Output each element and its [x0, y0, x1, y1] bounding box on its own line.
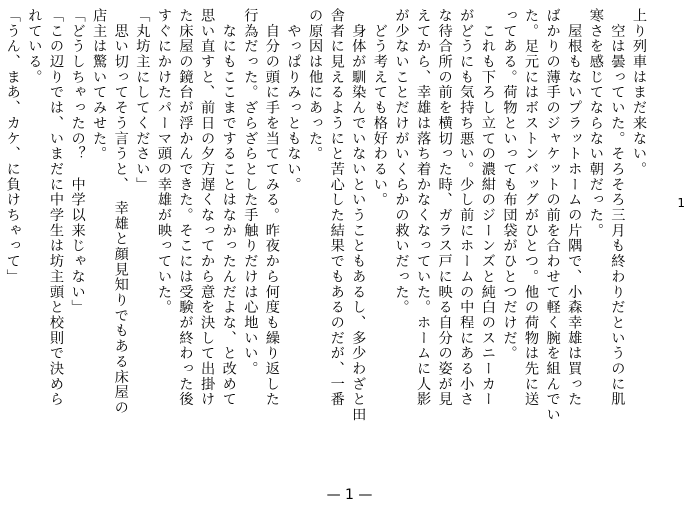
text-line: 思い切ってそう言うと、 幸雄と顔見知りでもある床屋の: [112, 8, 129, 416]
text-line: の原因は他にあった。: [307, 8, 324, 162]
text-line: やっぱりみっともない。: [285, 8, 302, 193]
text-line: えてから、幸雄は落ち着かなくなっていた。ホームに人影: [415, 8, 432, 408]
text-line: すぐにかけたパーマ頭の幸雄が映っていた。: [155, 8, 172, 315]
text-line: これも下ろし立ての濃紺のジーンズと純白のスニーカー: [479, 8, 496, 408]
text-line: 「この辺りでは、いまだに中学生は坊主頭と校則で決めら: [47, 8, 64, 408]
text-line: た。足元にはボストンバッグがひとつ。他の荷物は先に送: [523, 8, 540, 408]
text-line: た床屋の鏡台が浮かんできた。そこには受験が終わった後: [177, 8, 194, 408]
text-line: 思い直すと、前日の夕方遅くなってから意を決して出掛け: [199, 8, 216, 408]
text-line: 「うん、まあ、カケ、に負けちゃって」: [4, 8, 21, 285]
text-line: 店主は驚いてみせた。: [91, 8, 108, 162]
margin-page-marker: 1: [677, 196, 685, 210]
text-line: 「どうしちゃったの？ 中学以来じゃない」: [69, 8, 86, 315]
text-line: ばかりの薄手のジャケットの前を合わせて軽く腕を組んでい: [544, 8, 561, 423]
vertical-text-body: [0, 8, 649, 488]
text-line: 「丸坊主にしてください」: [134, 8, 151, 193]
text-line: 行為だった。ざらざらとした手触りだけは心地いい。: [242, 8, 259, 377]
text-line: 舎者に見えるようにと苦心した結果でもあるのだが、一番: [328, 8, 345, 408]
text-line: なにもここまですることはなかったんだよな、と改めて: [220, 8, 237, 408]
text-line: 自分の頭に手を当ててみる。昨夜から何度も繰り返した: [263, 8, 280, 408]
text-line: どう考えても格好わるい。: [371, 8, 388, 208]
text-line: 空は曇っていた。そろそろ三月も終わりだというのに肌: [609, 8, 626, 408]
text-line: ってある。荷物といっても布団袋がひとつだけだ。: [501, 8, 518, 362]
text-line: がどうにも気持ち悪い。少し前にホームの中程にある小さ: [458, 8, 475, 408]
text-line: が少ないことだけがいくらかの救いだった。: [393, 8, 410, 315]
page-number: — 1 —: [326, 487, 373, 503]
text-line: れている。: [26, 8, 43, 85]
text-line: 屋根もないプラットホームの片隅で、小森幸雄は買った: [566, 8, 583, 408]
text-line: 寒さを感じてならない朝だった。: [587, 8, 604, 239]
text-line: 上り列車はまだ来ない。: [631, 8, 647, 177]
text-line: 身体が馴染んでいないということもあるし、多少わざと田: [350, 8, 367, 423]
text-line: な待合所の前を横切った時、ガラス戸に映る自分の姿が見: [436, 8, 453, 408]
